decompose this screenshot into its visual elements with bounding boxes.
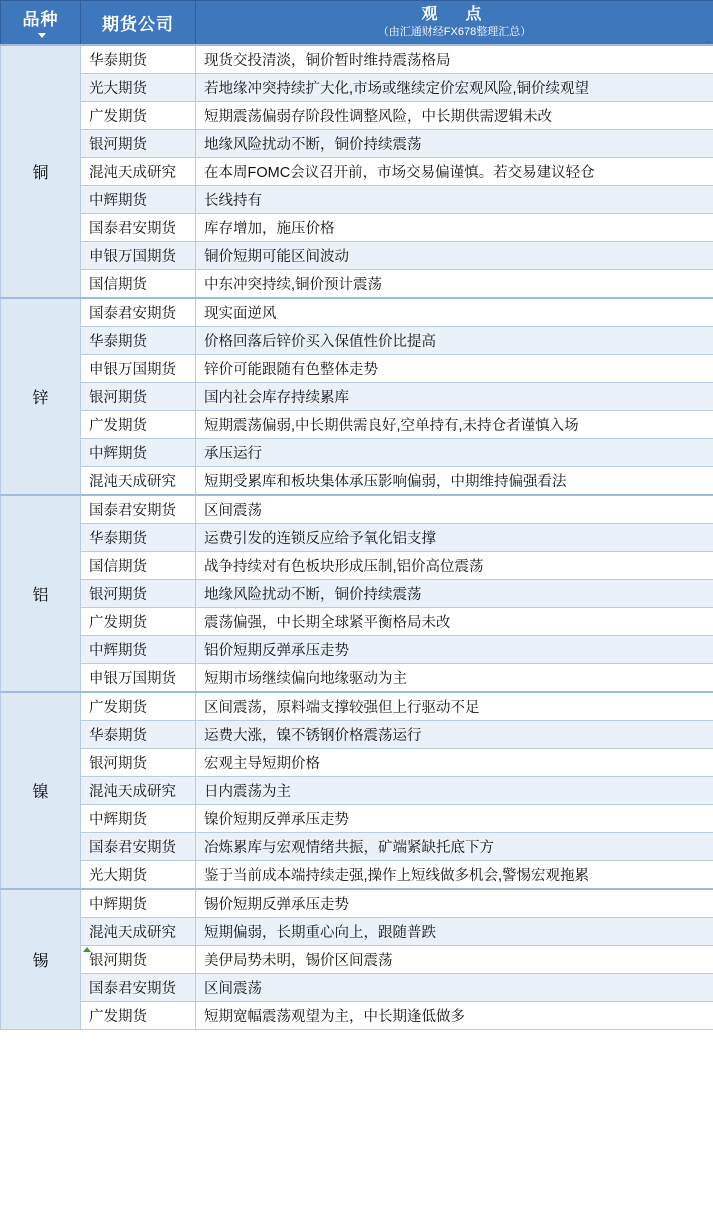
firm-cell: 国泰君安期货 [81, 214, 196, 242]
table-row [1, 692, 713, 721]
view-cell: 运费引发的连锁反应给予氧化铝支撑 [196, 524, 713, 552]
table-row [1, 974, 713, 1002]
firm-cell: 银河期货 [81, 749, 196, 777]
view-cell: 锡价短期反弹承压走势 [196, 889, 713, 918]
view-cell: 震荡偏强，中长期全球紧平衡格局未改 [196, 608, 713, 636]
firm-cell: 中辉期货 [81, 186, 196, 214]
view-cell: 短期宽幅震荡观望为主，中长期逢低做多 [196, 1002, 713, 1030]
table-row [1, 327, 713, 355]
table-row [1, 270, 713, 299]
view-cell: 长线持有 [196, 186, 713, 214]
firm-cell: 华泰期货 [81, 721, 196, 749]
table-row [1, 242, 713, 270]
view-cell: 镍价短期反弹承压走势 [196, 805, 713, 833]
table-row [1, 861, 713, 890]
variety-cell: 镍 [1, 692, 81, 889]
table-row [1, 411, 713, 439]
view-cell: 短期震荡偏弱,中长期供需良好,空单持有,未持仓者谨慎入场 [196, 411, 713, 439]
firm-cell: 国泰君安期货 [81, 495, 196, 524]
firm-cell: 银河期货 [81, 130, 196, 158]
table-row [1, 102, 713, 130]
view-cell: 地缘风险扰动不断，铜价持续震荡 [196, 130, 713, 158]
firm-cell: 广发期货 [81, 692, 196, 721]
view-cell: 地缘风险扰动不断，铜价持续震荡 [196, 580, 713, 608]
column-header-variety-label: 品种 [22, 10, 59, 29]
table-row [1, 777, 713, 805]
variety-cell: 铜 [1, 45, 81, 298]
firm-cell: 华泰期货 [81, 45, 196, 74]
view-cell: 若地缘冲突持续扩大化,市场或继续定价宏观风险,铜价续观望 [196, 74, 713, 102]
view-cell: 国内社会库存持续累库 [196, 383, 713, 411]
firm-cell: 混沌天成研究 [81, 158, 196, 186]
table-body [1, 45, 713, 1030]
table-row [1, 608, 713, 636]
firm-cell: 国信期货 [81, 270, 196, 299]
firm-cell: 中辉期货 [81, 439, 196, 467]
variety-cell: 锡 [1, 889, 81, 1030]
table-row [1, 130, 713, 158]
column-header-view-label: 观 点 [421, 5, 488, 23]
table-row [1, 214, 713, 242]
view-cell: 锌价可能跟随有色整体走势 [196, 355, 713, 383]
view-cell: 短期市场继续偏向地缘驱动为主 [196, 664, 713, 693]
firm-cell: 广发期货 [81, 1002, 196, 1030]
firm-cell: 光大期货 [81, 74, 196, 102]
column-header-variety[interactable] [1, 1, 81, 46]
table-row [1, 298, 713, 327]
table-row [1, 495, 713, 524]
view-cell: 日内震荡为主 [196, 777, 713, 805]
table-row [1, 918, 713, 946]
view-cell: 战争持续对有色板块形成压制,铝价高位震荡 [196, 552, 713, 580]
column-header-firm[interactable] [81, 1, 196, 46]
table-row [1, 749, 713, 777]
view-cell: 库存增加，施压价格 [196, 214, 713, 242]
view-cell: 短期偏弱，长期重心向上，跟随普跌 [196, 918, 713, 946]
table-row [1, 355, 713, 383]
table-row [1, 383, 713, 411]
table-row [1, 805, 713, 833]
firm-cell: 银河期货 [81, 383, 196, 411]
table-row [1, 45, 713, 74]
firm-cell: 国泰君安期货 [81, 833, 196, 861]
view-cell: 冶炼累库与宏观情绪共振，矿端紧缺托底下方 [196, 833, 713, 861]
view-cell: 美伊局势未明，锡价区间震荡 [196, 946, 713, 974]
table-row [1, 186, 713, 214]
column-header-view[interactable] [196, 1, 713, 46]
view-cell: 承压运行 [196, 439, 713, 467]
view-cell: 铜价短期可能区间波动 [196, 242, 713, 270]
firm-cell: 光大期货 [81, 861, 196, 890]
firm-cell: 银河期货 [81, 946, 196, 974]
firm-cell: 中辉期货 [81, 636, 196, 664]
view-cell: 区间震荡，原料端支撑较强但上行驱动不足 [196, 692, 713, 721]
column-header-view-source: （由汇通财经FX678整理汇总） [377, 25, 532, 38]
firm-cell: 国信期货 [81, 552, 196, 580]
table-row [1, 1002, 713, 1030]
view-cell: 短期震荡偏弱存阶段性调整风险，中长期供需逻辑未改 [196, 102, 713, 130]
view-cell: 区间震荡 [196, 974, 713, 1002]
table-row [1, 467, 713, 496]
table-row [1, 74, 713, 102]
column-header-firm-label: 期货公司 [102, 15, 174, 34]
firm-cell: 广发期货 [81, 102, 196, 130]
table-row [1, 636, 713, 664]
view-cell: 现实面逆风 [196, 298, 713, 327]
view-cell: 运费大涨，镍不锈钢价格震荡运行 [196, 721, 713, 749]
firm-cell: 申银万国期货 [81, 242, 196, 270]
view-cell: 宏观主导短期价格 [196, 749, 713, 777]
view-cell: 中东冲突持续,铜价预计震荡 [196, 270, 713, 299]
table-row [1, 664, 713, 693]
view-cell: 区间震荡 [196, 495, 713, 524]
firm-cell: 中辉期货 [81, 889, 196, 918]
table-row [1, 946, 713, 974]
firm-cell: 华泰期货 [81, 524, 196, 552]
cell-marker-icon [83, 947, 91, 952]
view-cell: 现货交投清淡，铜价暂时维持震荡格局 [196, 45, 713, 74]
table-header [1, 1, 713, 46]
firm-cell: 申银万国期货 [81, 664, 196, 693]
firm-cell: 国泰君安期货 [81, 974, 196, 1002]
firm-cell: 混沌天成研究 [81, 777, 196, 805]
view-cell: 铝价短期反弹承压走势 [196, 636, 713, 664]
variety-cell: 锌 [1, 298, 81, 495]
firm-cell: 混沌天成研究 [81, 918, 196, 946]
table-row [1, 580, 713, 608]
table-row [1, 721, 713, 749]
table-row [1, 889, 713, 918]
firm-cell: 中辉期货 [81, 805, 196, 833]
firm-cell: 银河期货 [81, 580, 196, 608]
firm-cell: 华泰期货 [81, 327, 196, 355]
view-cell: 短期受累库和板块集体承压影响偏弱，中期维持偏强看法 [196, 467, 713, 496]
firm-cell: 广发期货 [81, 411, 196, 439]
table-row [1, 552, 713, 580]
firm-cell: 国泰君安期货 [81, 298, 196, 327]
table-row [1, 524, 713, 552]
view-cell: 鉴于当前成本端持续走强,操作上短线做多机会,警惕宏观拖累 [196, 861, 713, 890]
view-cell: 价格回落后锌价买入保值性价比提高 [196, 327, 713, 355]
table-row [1, 833, 713, 861]
table-row [1, 158, 713, 186]
firm-cell: 混沌天成研究 [81, 467, 196, 496]
corner-marker-icon: ⌐ [706, 37, 711, 46]
variety-cell: 铝 [1, 495, 81, 692]
sort-caret-icon[interactable] [3, 30, 78, 40]
firm-cell: 申银万国期货 [81, 355, 196, 383]
table-row [1, 439, 713, 467]
firm-cell: 广发期货 [81, 608, 196, 636]
view-cell: 在本周FOMC会议召开前，市场交易偏谨慎。若交易建议轻仓 [196, 158, 713, 186]
